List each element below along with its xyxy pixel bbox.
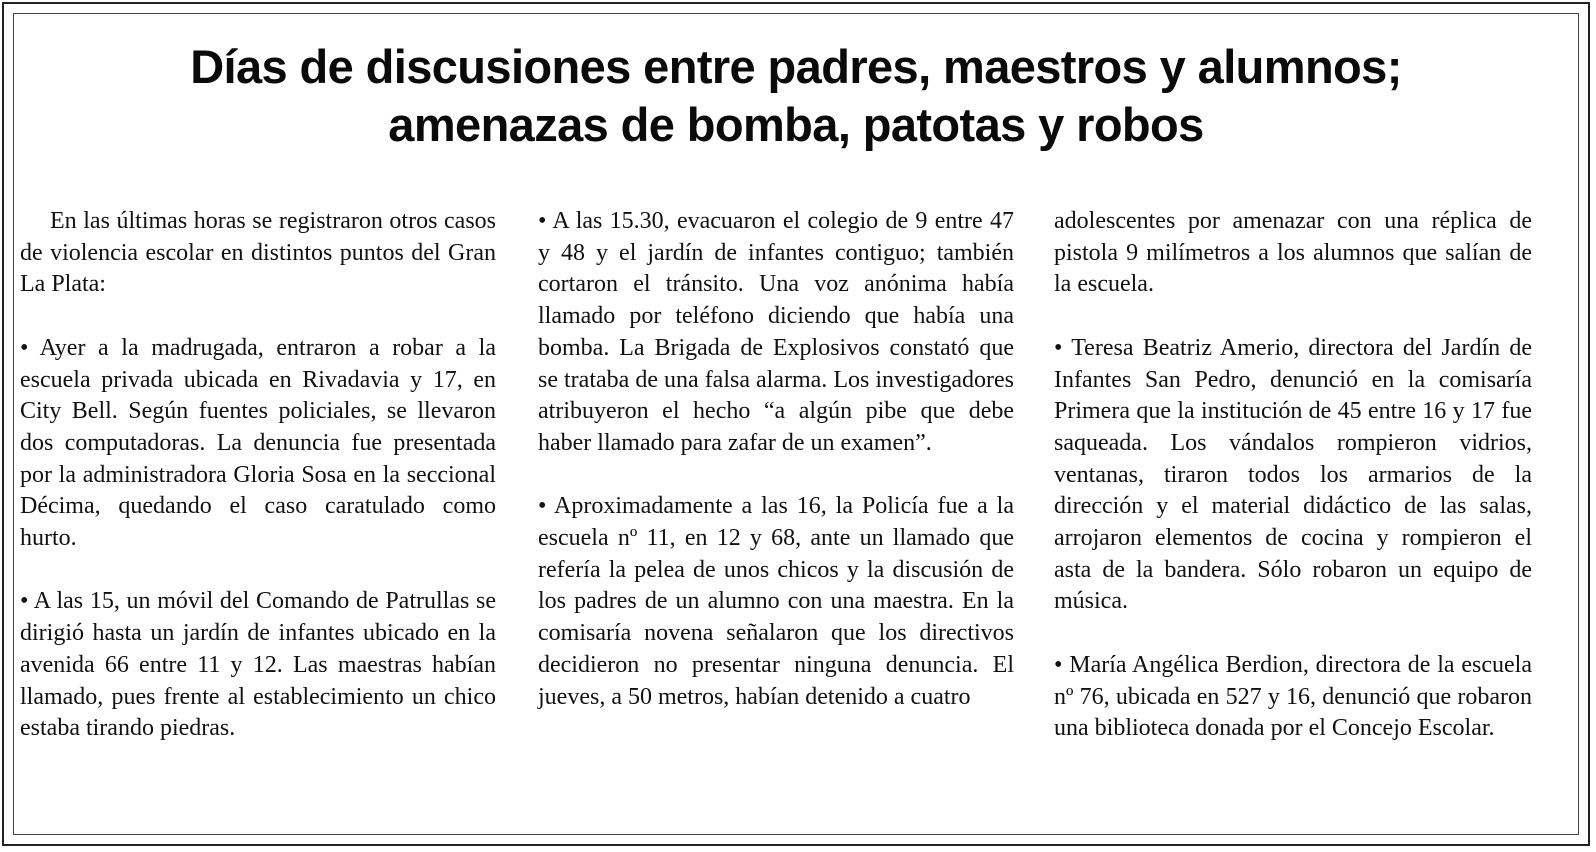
article-frame bbox=[2, 2, 1590, 846]
headline-line-1: Días de discusiones entre padres, maestros y alumnos; bbox=[190, 40, 1402, 93]
column-3-library-paragraph: • María Angélica Berdion, directora de la escuela nº 76, ubicada en 527 y 16, denunció que robaron una biblioteca donada por el Concejo Escolar. bbox=[1054, 651, 1532, 742]
article-column-3 bbox=[1054, 206, 1532, 777]
article-column-1 bbox=[20, 206, 496, 777]
column-1-robbery-paragraph: • Ayer a la madrugada, entraron a robar a la escuela privada ubicada en Rivadavia y 17, en City Bell. Según fuentes policiales, se llevaron dos computadoras. La denuncia fue presentada por la administradora Gloria Sosa en la seccional Décima, quedando el caso caratulado como hurto. bbox=[20, 334, 496, 552]
column-2-police-visit-paragraph: • Aproximadamente a las 16, la Policía fue a la escuela nº 11, en 12 y 68, ante un llamado que refería la pelea de unos chicos y la discusión de los padres de un alumno con una maestra. En la comisaría novena señalaron que los directivos decidieron no presentar ninguna denuncia. El jueves, a 50 metros, habían detenido a cuatro bbox=[538, 493, 1014, 710]
article-column-2 bbox=[538, 206, 1014, 745]
column-1-patrol-paragraph: • A las 15, un móvil del Comando de Patrullas se dirigió hasta un jardín de infantes ubicado en la avenida 66 entre 11 y 12. Las maestras habían llamado, pues frente al establecimiento un chico estaba tirando piedras. bbox=[20, 588, 496, 742]
column-2-bomb-threat-paragraph: • A las 15.30, evacuaron el colegio de 9 entre 47 y 48 y el jardín de infantes contiguo; también cortaron el tránsito. Una voz anónima había llamado por teléfono diciendo que había una bomba. La Brigada de Explosivos constató que se trataba de una falsa alarma. Los investigadores atribuyeron el hecho “a algún pibe que debe haber llamado para zafar de un examen”. bbox=[538, 208, 1014, 456]
column-1-intro-paragraph: En las últimas horas se registraron otros casos de violencia escolar en distintos puntos del Gran La Plata: bbox=[20, 208, 496, 298]
column-3-continuation-paragraph: adolescentes por amenazar con una réplica de pistola 9 milímetros a los alumnos que salían de la escuela. bbox=[1054, 208, 1532, 298]
headline-line-2: amenazas de bomba, patotas y robos bbox=[388, 98, 1204, 151]
column-3-kindergarten-paragraph: • Teresa Beatriz Amerio, directora del Jardín de Infantes San Pedro, denunció en la comisaría Primera que la institución de 45 entre 16 y 17 fue saqueada. Los vándalos rompieron vidrios, ventanas, tiraron todos los armarios de la dirección y el material didáctico de las salas, arrojaron elementos de cocina y rompieron el asta de la bandera. Sólo robaron un equipo de música. bbox=[1054, 334, 1532, 615]
article-headline bbox=[4, 38, 1588, 154]
